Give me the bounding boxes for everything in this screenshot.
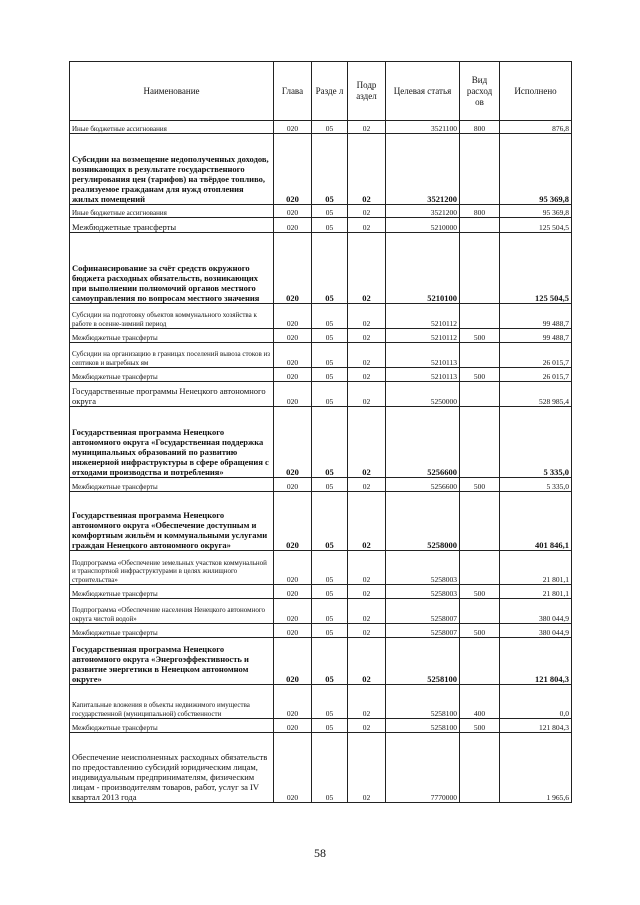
row-vid — [460, 551, 500, 585]
row-glava: 020 — [274, 599, 312, 624]
row-vid — [460, 492, 500, 551]
row-vid — [460, 233, 500, 304]
row-statya: 5258000 — [386, 492, 460, 551]
row-podrazdel: 02 — [348, 733, 386, 803]
table-row — [70, 304, 572, 329]
row-glava: 020 — [274, 343, 312, 368]
row-glava: 020 — [274, 551, 312, 585]
row-vid — [460, 599, 500, 624]
row-podrazdel: 02 — [348, 205, 386, 218]
row-glava: 020 — [274, 719, 312, 733]
row-razdel: 05 — [312, 205, 348, 218]
row-statya: 3521200 — [386, 134, 460, 205]
row-razdel: 05 — [312, 121, 348, 134]
row-podrazdel: 02 — [348, 551, 386, 585]
row-statya: 5256600 — [386, 478, 460, 492]
row-vid — [460, 218, 500, 233]
row-glava: 020 — [274, 407, 312, 478]
row-podrazdel: 02 — [348, 134, 386, 205]
row-name: Государственная программа Ненецкого автономного округа «Государственная поддержка муниципальных образований по развитию инженерной инфраструктуры в сфере обращения с отходами производства и потребления» — [70, 407, 274, 478]
table-row — [70, 218, 572, 233]
row-vid: 500 — [460, 329, 500, 343]
row-podrazdel: 02 — [348, 599, 386, 624]
header-razdel: Разде л — [312, 62, 348, 121]
row-razdel: 05 — [312, 233, 348, 304]
table-row — [70, 624, 572, 638]
row-statya: 5210112 — [386, 329, 460, 343]
row-vid: 500 — [460, 585, 500, 599]
row-razdel: 05 — [312, 368, 348, 382]
row-razdel: 05 — [312, 685, 348, 719]
table-row — [70, 233, 572, 304]
row-vid — [460, 638, 500, 685]
row-name: Субсидии на подготовку объектов коммунального хозяйства к работе в осенне-зимний период — [70, 304, 274, 329]
row-name: Подпрограмма «Обеспечение земельных участков коммунальной и транспортной инфраструктурами в целях жилищного строительства» — [70, 551, 274, 585]
row-amount: 21 801,1 — [500, 585, 572, 599]
table-row — [70, 685, 572, 719]
row-amount: 5 335,0 — [500, 407, 572, 478]
row-name: Межбюджетные трансферты — [70, 585, 274, 599]
row-amount: 401 846,1 — [500, 492, 572, 551]
table-row — [70, 382, 572, 407]
row-name: Государственная программа Ненецкого автономного округа «Обеспечение доступным и комфортным жильём и коммунальными услугами граждан Ненецкого автономного округа» — [70, 492, 274, 551]
table-row — [70, 492, 572, 551]
row-razdel: 05 — [312, 733, 348, 803]
row-amount: 121 804,3 — [500, 719, 572, 733]
row-statya: 7770000 — [386, 733, 460, 803]
row-name: Межбюджетные трансферты — [70, 719, 274, 733]
row-glava: 020 — [274, 382, 312, 407]
row-glava: 020 — [274, 121, 312, 134]
row-name: Межбюджетные трансферты — [70, 368, 274, 382]
row-podrazdel: 02 — [348, 478, 386, 492]
row-name: Иные бюджетные ассигнования — [70, 121, 274, 134]
row-vid: 500 — [460, 478, 500, 492]
row-name: Субсидии на организацию в границах поселений вывоза стоков из септиков и выгребных ям — [70, 343, 274, 368]
table-row — [70, 134, 572, 205]
row-razdel: 05 — [312, 585, 348, 599]
row-name: Межбюджетные трансферты — [70, 218, 274, 233]
row-name: Межбюджетные трансферты — [70, 478, 274, 492]
row-statya: 5210000 — [386, 218, 460, 233]
row-podrazdel: 02 — [348, 585, 386, 599]
table-row — [70, 343, 572, 368]
row-statya: 3521100 — [386, 121, 460, 134]
header-vid: Вид расход ов — [460, 62, 500, 121]
row-name: Обеспечение неисполненных расходных обязательств по предоставлению субсидий юридическим лицам, индивидуальным предпринимателям, физическим лицам - производителям товаров, работ, услуг за IV квартал 2013 года — [70, 733, 274, 803]
row-podrazdel: 02 — [348, 343, 386, 368]
row-vid — [460, 304, 500, 329]
row-name: Иные бюджетные ассигнования — [70, 205, 274, 218]
row-glava: 020 — [274, 205, 312, 218]
row-statya: 5210100 — [386, 233, 460, 304]
row-razdel: 05 — [312, 329, 348, 343]
row-statya: 3521200 — [386, 205, 460, 218]
row-razdel: 05 — [312, 382, 348, 407]
table-row — [70, 638, 572, 685]
row-glava: 020 — [274, 733, 312, 803]
row-podrazdel: 02 — [348, 218, 386, 233]
row-amount: 95 369,8 — [500, 134, 572, 205]
row-podrazdel: 02 — [348, 121, 386, 134]
row-razdel: 05 — [312, 624, 348, 638]
row-glava: 020 — [274, 685, 312, 719]
row-amount: 876,8 — [500, 121, 572, 134]
row-statya: 5258100 — [386, 638, 460, 685]
row-glava: 020 — [274, 585, 312, 599]
row-name: Софинансирование за счёт средств окружного бюджета расходных обязательств, возникающих при выполнении полномочий органов местного самоуправления по вопросам местного значения — [70, 233, 274, 304]
row-razdel: 05 — [312, 638, 348, 685]
row-amount: 26 015,7 — [500, 368, 572, 382]
row-amount: 95 369,8 — [500, 205, 572, 218]
row-glava: 020 — [274, 478, 312, 492]
row-statya: 5258003 — [386, 551, 460, 585]
table-row — [70, 551, 572, 585]
row-vid: 800 — [460, 205, 500, 218]
row-statya: 5258100 — [386, 719, 460, 733]
row-razdel: 05 — [312, 134, 348, 205]
budget-table — [69, 61, 572, 803]
row-podrazdel: 02 — [348, 233, 386, 304]
row-razdel: 05 — [312, 492, 348, 551]
row-statya: 5258100 — [386, 685, 460, 719]
row-statya: 5256600 — [386, 407, 460, 478]
row-vid: 500 — [460, 624, 500, 638]
table-row — [70, 599, 572, 624]
row-podrazdel: 02 — [348, 407, 386, 478]
row-glava: 020 — [274, 638, 312, 685]
row-glava: 020 — [274, 624, 312, 638]
row-vid — [460, 407, 500, 478]
row-glava: 020 — [274, 218, 312, 233]
row-vid: 500 — [460, 368, 500, 382]
row-vid — [460, 733, 500, 803]
row-amount: 1 965,6 — [500, 733, 572, 803]
row-name: Государственная программа Ненецкого автономного округа «Энергоэффективность и развитие энергетики в Ненецком автономном округе» — [70, 638, 274, 685]
row-razdel: 05 — [312, 343, 348, 368]
row-razdel: 05 — [312, 407, 348, 478]
row-podrazdel: 02 — [348, 638, 386, 685]
row-podrazdel: 02 — [348, 368, 386, 382]
row-vid — [460, 382, 500, 407]
row-glava: 020 — [274, 233, 312, 304]
row-amount: 125 504,5 — [500, 218, 572, 233]
row-name: Межбюджетные трансферты — [70, 329, 274, 343]
table-row — [70, 407, 572, 478]
row-vid: 500 — [460, 719, 500, 733]
row-podrazdel: 02 — [348, 382, 386, 407]
row-statya: 5258007 — [386, 599, 460, 624]
table-row — [70, 478, 572, 492]
row-amount: 121 804,3 — [500, 638, 572, 685]
row-podrazdel: 02 — [348, 304, 386, 329]
row-statya: 5210113 — [386, 343, 460, 368]
row-razdel: 05 — [312, 551, 348, 585]
row-razdel: 05 — [312, 599, 348, 624]
row-vid — [460, 134, 500, 205]
row-amount: 5 335,0 — [500, 478, 572, 492]
row-statya: 5258003 — [386, 585, 460, 599]
header-amount: Исполнено — [500, 62, 572, 121]
row-glava: 020 — [274, 134, 312, 205]
row-amount: 380 044,9 — [500, 599, 572, 624]
row-podrazdel: 02 — [348, 624, 386, 638]
table-row — [70, 329, 572, 343]
page-number: 58 — [314, 846, 326, 860]
row-name: Межбюджетные трансферты — [70, 624, 274, 638]
row-statya: 5250000 — [386, 382, 460, 407]
row-statya: 5210112 — [386, 304, 460, 329]
row-podrazdel: 02 — [348, 329, 386, 343]
row-amount: 125 504,5 — [500, 233, 572, 304]
row-amount: 99 488,7 — [500, 329, 572, 343]
header-glava: Глава — [274, 62, 312, 121]
row-podrazdel: 02 — [348, 492, 386, 551]
table-row — [70, 205, 572, 218]
row-razdel: 05 — [312, 719, 348, 733]
header-statya: Целевая статья — [386, 62, 460, 121]
row-glava: 020 — [274, 304, 312, 329]
header-name: Наименование — [70, 62, 274, 121]
table-row — [70, 121, 572, 134]
row-statya: 5258007 — [386, 624, 460, 638]
table-row — [70, 368, 572, 382]
row-amount: 99 488,7 — [500, 304, 572, 329]
row-amount: 0,0 — [500, 685, 572, 719]
row-razdel: 05 — [312, 218, 348, 233]
table-row — [70, 719, 572, 733]
row-amount: 380 044,9 — [500, 624, 572, 638]
row-vid — [460, 343, 500, 368]
row-podrazdel: 02 — [348, 685, 386, 719]
row-name: Капитальные вложения в объекты недвижимого имущества государственной (муниципальной) собственности — [70, 685, 274, 719]
row-razdel: 05 — [312, 478, 348, 492]
row-glava: 020 — [274, 329, 312, 343]
row-vid: 800 — [460, 121, 500, 134]
row-podrazdel: 02 — [348, 719, 386, 733]
row-razdel: 05 — [312, 304, 348, 329]
table-row — [70, 585, 572, 599]
row-amount: 528 985,4 — [500, 382, 572, 407]
row-name: Подпрограмма «Обеспечение населения Ненецкого автономного округа чистой водой» — [70, 599, 274, 624]
row-name: Субсидии на возмещение недополученных доходов, возникающих в результате государственного регулирования цен (тарифов) на твёрдое топливо, реализуемое гражданам для нужд отопления жилых помещений — [70, 134, 274, 205]
header-podrazdel: Подр аздел — [348, 62, 386, 121]
table-row — [70, 733, 572, 803]
row-amount: 21 801,1 — [500, 551, 572, 585]
row-vid: 400 — [460, 685, 500, 719]
row-glava: 020 — [274, 492, 312, 551]
row-name: Государственные программы Ненецкого автономного округа — [70, 382, 274, 407]
row-glava: 020 — [274, 368, 312, 382]
table-header-row — [70, 62, 572, 121]
row-statya: 5210113 — [386, 368, 460, 382]
row-amount: 26 015,7 — [500, 343, 572, 368]
